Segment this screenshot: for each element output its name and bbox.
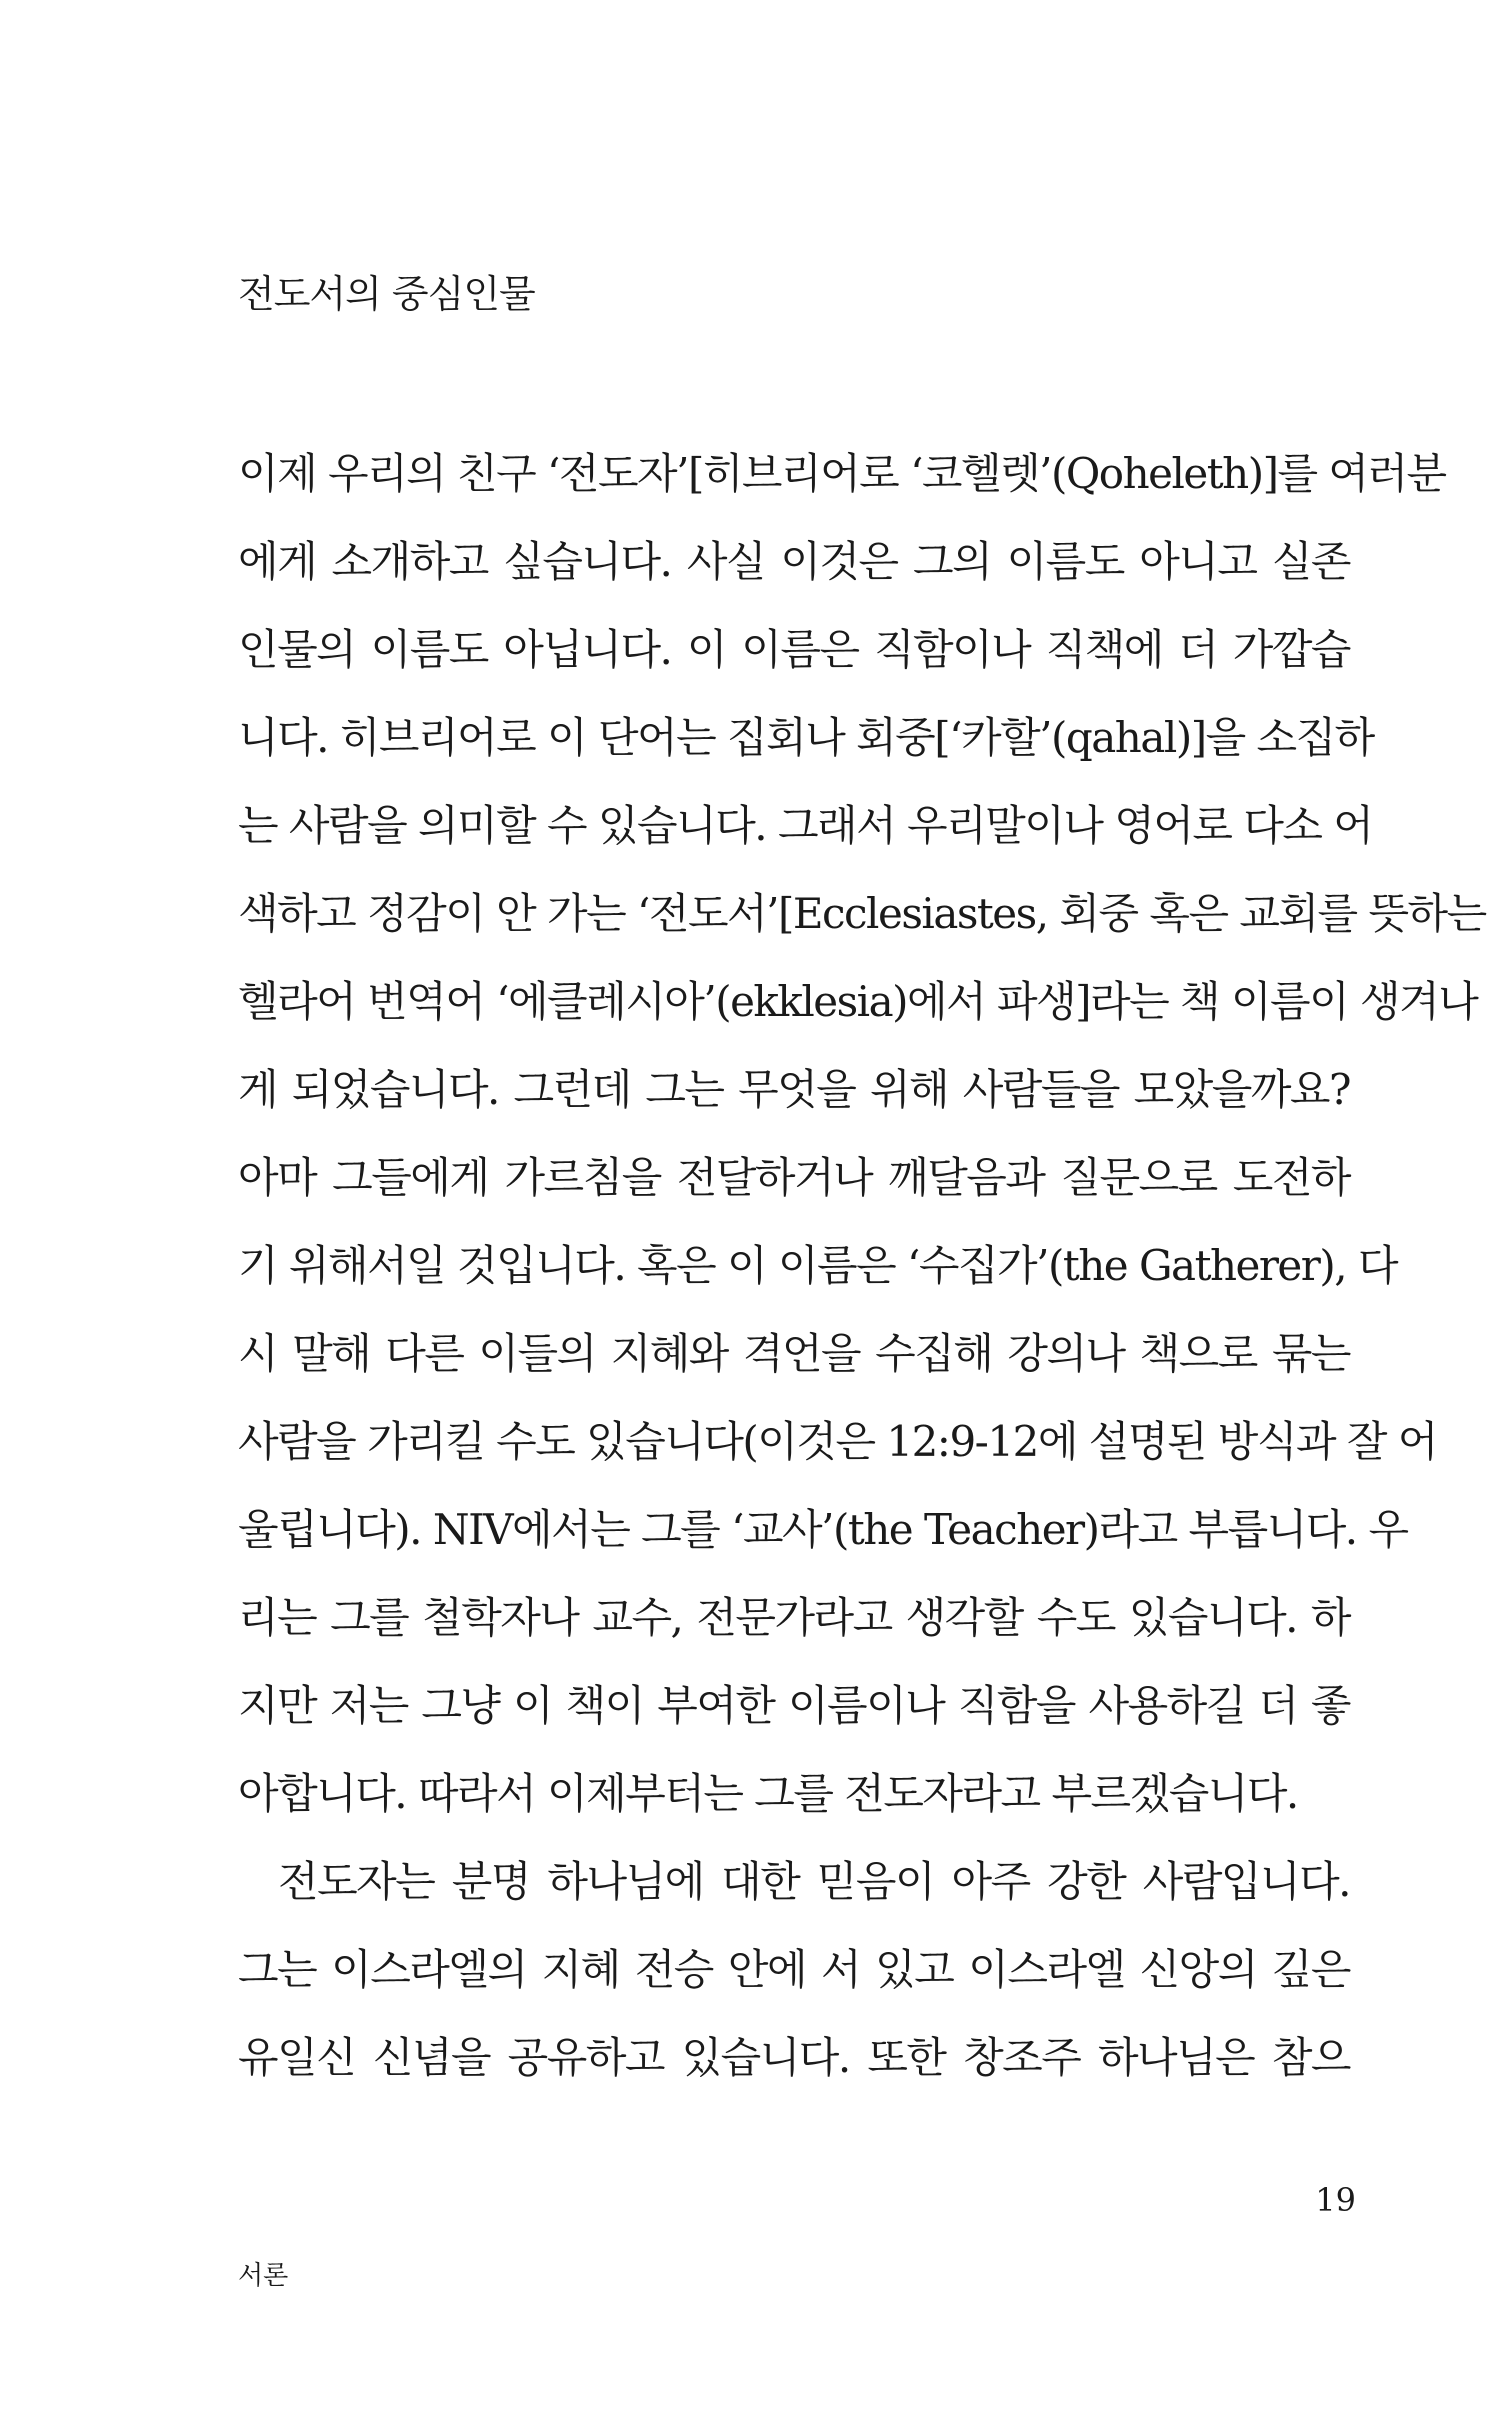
section-title: 전도서의 중심인물 [238,272,535,316]
running-footer: 서론 [238,2261,289,2291]
body-line: 색하고 정감이 안 가는 ‘전도서’[Ecclesiastes, 회중 혹은 교회를 뜻하는 [238,889,1486,938]
body-line: 전도자는 분명 하나님에 대한 믿음이 아주 강한 사람입니다. [278,1857,1350,1906]
body-line: 지만 저는 그냥 이 책이 부여한 이름이나 직함을 사용하길 더 좋 [238,1681,1350,1730]
body-line: 기 위해서일 것입니다. 혹은 이 이름은 ‘수집가’(the Gatherer), 다 [238,1241,1398,1290]
body-line: 헬라어 번역어 ‘에클레시아’(ekklesia)에서 파생]라는 책 이름이 생겨나 [238,977,1478,1026]
body-line: 울립니다). NIV에서는 그를 ‘교사’(the Teacher)라고 부릅니다. 우 [238,1505,1408,1554]
body-line: 게 되었습니다. 그런데 그는 무엇을 위해 사람들을 모았을까요? [238,1065,1350,1114]
page-number: 19 [1315,2181,1356,2219]
body-line: 유일신 신념을 공유하고 있습니다. 또한 창조주 하나님은 참으 [238,2033,1350,2082]
body-text [238,430,1486,2102]
body-line: 니다. 히브리어로 이 단어는 집회나 회중[‘카할’(qahal)]을 소집하 [238,713,1374,762]
body-line: 사람을 가리킬 수도 있습니다(이것은 12:9-12에 설명된 방식과 잘 어 [238,1417,1437,1466]
body-line: 그는 이스라엘의 지혜 전승 안에 서 있고 이스라엘 신앙의 깊은 [238,1945,1350,1994]
body-line: 아합니다. 따라서 이제부터는 그를 전도자라고 부르겠습니다. [238,1769,1298,1818]
body-line: 인물의 이름도 아닙니다. 이 이름은 직함이나 직책에 더 가깝습 [238,625,1350,674]
body-line: 리는 그를 철학자나 교수, 전문가라고 생각할 수도 있습니다. 하 [238,1593,1350,1642]
body-line: 아마 그들에게 가르침을 전달하거나 깨달음과 질문으로 도전하 [238,1153,1350,1202]
body-line: 시 말해 다른 이들의 지혜와 격언을 수집해 강의나 책으로 묶는 [238,1329,1350,1378]
body-line: 이제 우리의 친구 ‘전도자’[히브리어로 ‘코헬렛’(Qoheleth)]를 여러분 [238,449,1446,498]
body-line: 에게 소개하고 싶습니다. 사실 이것은 그의 이름도 아니고 실존 [238,537,1350,586]
body-line: 는 사람을 의미할 수 있습니다. 그래서 우리말이나 영어로 다소 어 [238,801,1373,850]
